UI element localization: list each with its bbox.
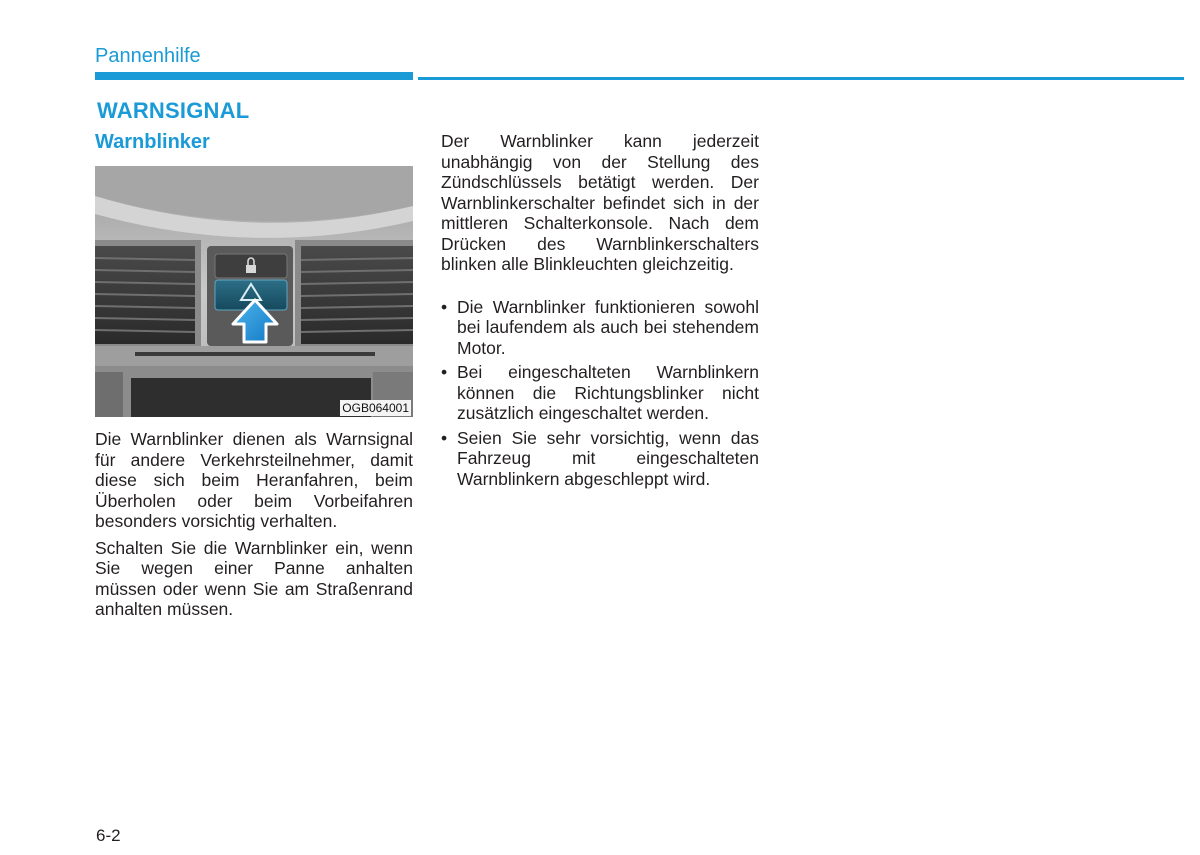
paragraph: Die Warnblinker dienen als Warnsignal für andere Verkehrsteilnehmer, damit diese sich beim Heranfahren, beim Überholen oder beim Vorbeifahren besonders vorsichtig verhalten. (95, 429, 413, 531)
list-item (441, 297, 759, 359)
header-rule-thin (418, 77, 1184, 80)
right-column (441, 131, 759, 493)
page-title: WARNSIGNAL (97, 98, 250, 123)
list-item (441, 362, 759, 424)
bullet-icon: • (441, 362, 448, 382)
list-item-text: Seien Sie sehr vorsichtig, wenn das Fahrzeug mit eingeschalteten Warnblinkern abgeschleppt wird. (457, 427, 759, 489)
list-item-text: Bei eingeschalteten Warnblinkern können die Richtungsblinker nicht zusätzlich eingeschaltet werden. (457, 362, 759, 423)
figure-caption: OGB064001 (342, 401, 409, 415)
header-rule-thick (95, 72, 413, 80)
paragraph: Schalten Sie die Warnblinker ein, wenn Sie wegen einer Panne anhalten müssen oder wenn Sie am Straßenrand anhalten müssen. (95, 537, 413, 619)
section-label: Pannenhilfe (95, 45, 201, 67)
intro-paragraph: Der Warnblinker kann jederzeit unabhängig von der Stellung des Zündschlüssels betätigt werden. Der Warnblinkerschalter befindet sich in der mittleren Schalterkonsole. Nach dem Drücken des Warnblinkerschalters blinken alle Blinkleuchten gleichzeitig. (441, 131, 759, 274)
list-item-text: Die Warnblinker funktionieren sowohl bei laufendem als auch bei stehendem Motor. (457, 296, 759, 358)
bullet-icon: • (441, 427, 448, 448)
list-item (441, 428, 759, 490)
left-column (95, 429, 413, 620)
bullet-icon: • (441, 296, 448, 317)
dashboard-illustration (95, 166, 413, 417)
page-number: 6-2 (96, 826, 121, 845)
section-subtitle: Warnblinker (95, 131, 210, 153)
notes-list (441, 297, 759, 490)
hazard-switch-figure (95, 166, 413, 417)
